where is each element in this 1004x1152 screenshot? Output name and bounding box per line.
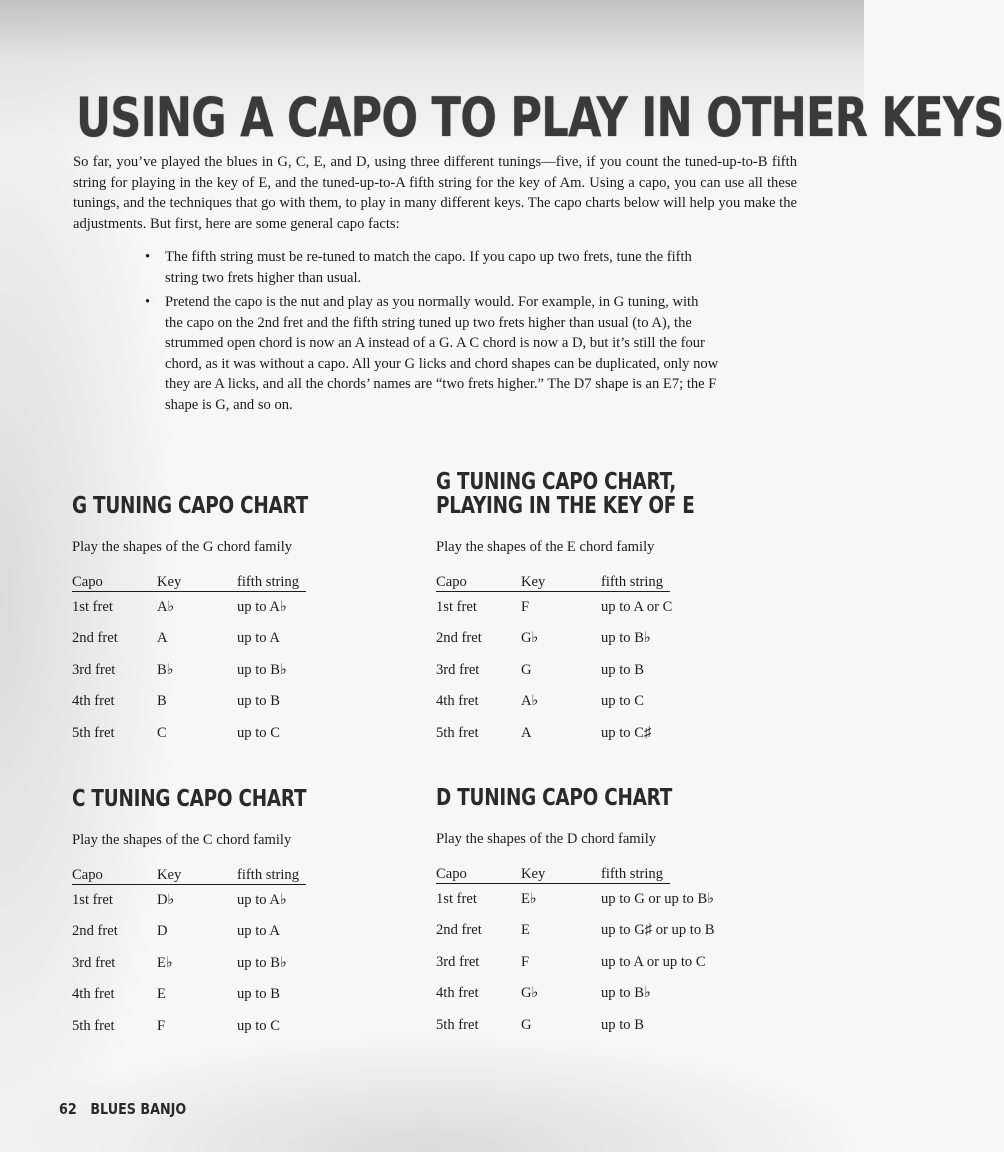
- table-row: [436, 655, 766, 686]
- page-number: 62: [59, 1100, 77, 1118]
- header-capo: Capo: [72, 574, 103, 590]
- cell-fifth-string: up to C: [237, 1017, 280, 1034]
- chart-subtitle: Play the shapes of the E chord family: [436, 539, 655, 555]
- cell-fifth-string: up to C♯: [601, 724, 652, 741]
- table-row: [436, 718, 766, 749]
- c-tuning-capo-chart: [72, 787, 402, 1042]
- page-footer: [59, 1100, 186, 1118]
- table-row: [72, 718, 402, 749]
- header-key: Key: [157, 574, 182, 590]
- cell-key: G: [521, 661, 532, 678]
- header-key: Key: [521, 866, 546, 882]
- cell-key: E♭: [157, 954, 173, 971]
- cell-capo: 1st fret: [436, 599, 477, 615]
- cell-key: A: [521, 724, 532, 741]
- chart-title: [436, 470, 700, 518]
- cell-fifth-string: up to B: [601, 661, 644, 678]
- cell-capo: 2nd fret: [72, 630, 118, 647]
- table-row: [72, 1011, 402, 1042]
- cell-key: D: [157, 923, 168, 940]
- capo-table: [72, 867, 402, 1042]
- d-tuning-capo-chart: [436, 786, 766, 1041]
- g-tuning-key-of-e-capo-chart: [436, 470, 766, 749]
- cell-capo: 1st fret: [436, 891, 477, 907]
- table-row: [436, 592, 766, 623]
- bullet-text: The fifth string must be re-tuned to match the capo. If you capo up two frets, tune the fifth string two frets higher than usual.: [165, 249, 692, 286]
- cell-fifth-string: up to B♭: [237, 954, 287, 971]
- cell-key: B: [157, 693, 167, 710]
- cell-capo: 3rd fret: [72, 954, 116, 971]
- cell-key: A♭: [157, 599, 175, 615]
- cell-fifth-string: up to A: [237, 923, 280, 940]
- cell-fifth-string: up to G♯ or up to B: [601, 922, 715, 939]
- cell-key: G: [521, 1016, 532, 1033]
- table-header: [72, 867, 306, 885]
- table-row: [72, 979, 402, 1010]
- table-row: [436, 978, 766, 1009]
- cell-key: G♭: [521, 630, 539, 647]
- capo-table: [72, 574, 402, 749]
- table-row: [72, 623, 402, 654]
- header-capo: Capo: [436, 574, 467, 590]
- bullet-text: Pretend the capo is the nut and play as you normally would. For example, in G tuning, with the capo on the 2nd fret and the fifth string tuned up two frets higher than usual (to A), the strummed open chord is now an A instead of a G. A C chord is now a D, but it’s still the four chord, as it was without a capo. All your G licks and chord shapes can be duplicated, only now they are A licks, and all the chords’ names are “two frets higher.” The D7 shape is an E7; the F shape is G, and so on.: [165, 294, 719, 413]
- cell-capo: 5th fret: [72, 1017, 115, 1034]
- cell-key: F: [521, 953, 530, 970]
- cell-fifth-string: up to B♭: [601, 630, 651, 647]
- chart-subtitle: Play the shapes of the D chord family: [436, 831, 657, 847]
- cell-key: G♭: [521, 985, 539, 1002]
- cell-key: E♭: [521, 891, 537, 907]
- table-header: [72, 574, 306, 592]
- header-capo: Capo: [436, 866, 467, 882]
- cell-fifth-string: up to B♭: [237, 661, 287, 678]
- header-fifth-string: fifth string: [601, 866, 664, 882]
- cell-capo: 1st fret: [72, 892, 113, 908]
- list-item: [145, 292, 719, 415]
- cell-capo: 4th fret: [436, 985, 479, 1002]
- table-header: [436, 866, 670, 884]
- table-row: [72, 655, 402, 686]
- cell-capo: 4th fret: [436, 693, 479, 710]
- table-row: [436, 686, 766, 717]
- capo-facts-list: [145, 247, 719, 419]
- bullet-glyph: •: [145, 294, 151, 310]
- bullet-glyph: •: [145, 249, 151, 265]
- table-row: [72, 592, 402, 623]
- cell-capo: 2nd fret: [436, 630, 482, 647]
- table-row: [436, 884, 766, 915]
- cell-fifth-string: up to A or C: [601, 599, 673, 615]
- intro-paragraph: So far, you’ve played the blues in G, C, E, and D, using three different tunings—five, if you count the tuned-up-to-B fifth string for playing in the key of E, and the tuned-up-to-A fifth string for the key of Am. Using a capo, you can use all these tunings, and the techniques that go with them, to play in many different keys. The capo charts below will help you make the adjustments. But first, here are some general capo facts:: [73, 154, 797, 232]
- cell-capo: 5th fret: [72, 724, 115, 741]
- cell-capo: 5th fret: [436, 724, 479, 741]
- header-fifth-string: fifth string: [237, 867, 300, 883]
- list-item: [145, 247, 719, 288]
- cell-fifth-string: up to A♭: [237, 892, 287, 908]
- cell-fifth-string: up to B♭: [601, 985, 651, 1002]
- cell-key: D♭: [157, 892, 175, 908]
- header-key: Key: [521, 574, 546, 590]
- cell-key: F: [157, 1017, 166, 1034]
- table-row: [436, 915, 766, 946]
- cell-fifth-string: up to A: [237, 630, 280, 647]
- table-row: [72, 885, 402, 916]
- capo-table: [436, 866, 766, 1041]
- cell-capo: 3rd fret: [72, 661, 116, 678]
- cell-fifth-string: up to B: [601, 1016, 644, 1033]
- table-row: [72, 916, 402, 947]
- cell-key: A♭: [521, 693, 539, 710]
- chart-title: C TUNING CAPO CHART: [72, 786, 307, 812]
- cell-fifth-string: up to C: [601, 693, 644, 710]
- page-title: USING A CAPO TO PLAY IN OTHER KEYS: [76, 86, 1004, 149]
- cell-capo: 4th fret: [72, 693, 115, 710]
- chart-title-line: PLAYING IN THE KEY OF E: [436, 493, 695, 519]
- chart-subtitle: Play the shapes of the C chord family: [72, 832, 292, 848]
- header-key: Key: [157, 867, 182, 883]
- table-header: [436, 574, 670, 592]
- capo-table: [436, 574, 766, 749]
- cell-fifth-string: up to B: [237, 986, 280, 1003]
- cell-key: E: [521, 922, 530, 939]
- cell-fifth-string: up to G or up to B♭: [601, 891, 715, 907]
- cell-capo: 1st fret: [72, 599, 113, 615]
- cell-key: F: [521, 599, 530, 615]
- chart-title-line: G TUNING CAPO CHART,: [436, 469, 677, 495]
- cell-key: C: [157, 724, 167, 741]
- header-capo: Capo: [72, 867, 103, 883]
- cell-capo: 2nd fret: [436, 922, 482, 939]
- cell-key: B♭: [157, 661, 174, 678]
- table-row: [436, 947, 766, 978]
- header-fifth-string: fifth string: [237, 574, 300, 590]
- cell-capo: 3rd fret: [436, 953, 480, 970]
- cell-fifth-string: up to A♭: [237, 599, 287, 615]
- cell-key: E: [157, 986, 166, 1003]
- g-tuning-capo-chart: [72, 494, 402, 749]
- cell-capo: 3rd fret: [436, 661, 480, 678]
- table-row: [72, 948, 402, 979]
- cell-key: A: [157, 630, 168, 647]
- cell-capo: 2nd fret: [72, 923, 118, 940]
- table-row: [72, 686, 402, 717]
- chart-title: D TUNING CAPO CHART: [436, 785, 673, 811]
- cell-fifth-string: up to C: [237, 724, 280, 741]
- cell-fifth-string: up to B: [237, 693, 280, 710]
- book-title: BLUES BANJO: [90, 1100, 187, 1118]
- header-fifth-string: fifth string: [601, 574, 664, 590]
- cell-capo: 5th fret: [436, 1016, 479, 1033]
- table-row: [436, 623, 766, 654]
- table-row: [436, 1010, 766, 1041]
- cell-capo: 4th fret: [72, 986, 115, 1003]
- cell-fifth-string: up to A or up to C: [601, 953, 706, 970]
- chart-title: G TUNING CAPO CHART: [72, 493, 308, 519]
- chart-subtitle: Play the shapes of the G chord family: [72, 539, 293, 555]
